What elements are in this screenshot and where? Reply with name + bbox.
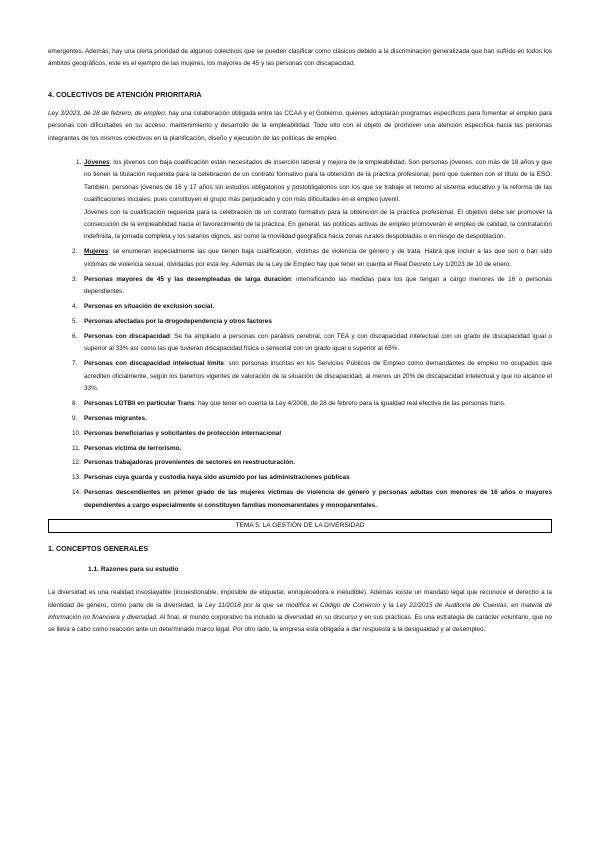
law-reference: Ley 11/2018 por la que se modifica el Código de Comercio: [205, 601, 381, 609]
section-heading: 1. CONCEPTOS GENERALES: [48, 544, 149, 554]
list-item: [48, 443, 552, 455]
list-item: [48, 301, 552, 313]
item-number: 4.: [72, 303, 78, 310]
item-title: Personas víctima de terrorismo.: [84, 444, 182, 452]
list-item: [48, 358, 552, 395]
item-title: Jóvenes: [84, 159, 110, 167]
item-number: 1.: [76, 159, 82, 167]
list-item: [48, 413, 552, 425]
item-text: : los jóvenes con baja cualificación están necesitados de inserción laboral y mejora de la empleabilidad. Son personas jóvenes, con más de 18 años y que no tienen la titulación requerida para la celebración de un contrato formativo para la obtención de la práctica profesional, pero que cuenten con el título de la ESO. También, personas jóvenes de 16 y 17 años sin estudios obligatorios y postobligatorios con los que se trabaje el retorno al sistema educativo y la reforma de las cualificaciones iniciales, pues constituyen el grupo más perjudicado y con más dificultades en el empleo juvenil.: [84, 159, 552, 204]
item-title: Personas cuya guarda y custodia haya sido asumido por las administraciones públicas: [84, 474, 350, 482]
item-text: : se enumeran especialmente las que tienen baja cualificación, víctimas de violencia de género y de trata. Habrá que incluir a las que son o han sido víctimas de violencia sexual, olvidadas por esta ley. Además de la Ley de Empleo hay que tener en cuenta el Real Decreto Ley 1/2023 de 10 de enero.: [84, 248, 552, 268]
list-item: [48, 246, 552, 271]
item-text: : son personas inscritas en los Servicios Públicos de Empleo como demandantes de empleo no ocupados que acrediten oficialmente, según los baremos vigentes de valoración de la situación de discapacidad, al menos un 20% de discapacidad intelectual y que no alcance el 33%.: [84, 360, 552, 392]
tema-title-box: TEMA 5: LA GESTIÓN DE LA DIVERSIDAD: [48, 519, 552, 533]
item-title: Personas beneficiarias y solicitantes de protección internacional: [84, 429, 282, 437]
item-text: : hay que tener en cuenta la Ley 4/2008, de 28 de febrero para la igualdad real efectiva de las personas trans.: [194, 399, 506, 407]
item-text: : Se ha ampliado a personas con parálisis cerebral, con TEA y con discapacidad intelectual con un grado de discapacidad igual o superior al 33% así como las que tuvieran discapacidad física o sensorial con un grado igual o superior al 65%.: [84, 332, 552, 353]
item-title: Personas con discapacidad: [84, 332, 170, 340]
item-number: 6.: [72, 332, 78, 340]
list-item: [48, 457, 552, 469]
item-number: 11.: [72, 444, 81, 452]
item-number: 2.: [72, 248, 78, 256]
page-content: [48, 46, 552, 637]
section-heading: 4. COLECTIVOS DE ATENCIÓN PRIORITARIA: [48, 89, 202, 99]
item-number: 3.: [72, 275, 78, 283]
item-title: Personas en situación de exclusión social.: [84, 303, 214, 310]
item-number: 10.: [72, 429, 81, 437]
subsection-heading: 1.1. Razones para su estudio: [88, 566, 179, 574]
intro-paragraph: emergentes. Además, hay una cierta prioridad de algunos colectivos que se pueden clasificar como clásicos debido a la discriminación generalizada que han sufrido en todos los ámbitos geográficos, este es el ejemplo de las mujeres, los mayores de 45 y las personas con discapacidad.: [48, 48, 552, 68]
law-title: Ley 3/2023, de 28 de febrero, de empleo: [48, 109, 165, 117]
list-item: [48, 331, 552, 356]
list-item: [48, 274, 552, 299]
list-item: [48, 472, 552, 484]
law-text: : hay una colaboración obligada entre las CCAA y el Gobierno, quienes adoptarán programas específicos para fomentar el empleo para personas con dificultades en su acceso, mantenimiento y desarrollo de la empleabilidad. Todo ello con el objeto de promover una atención específica hacia las personas integrantes de los mismos colectivos en la planificación, diseño y ejecución de las políticas de empleo.: [48, 109, 552, 142]
item-title: Personas afectadas por la drogodependencia y otros factores: [84, 317, 272, 325]
item-title: Personas LGTBIi en particular Trans: [84, 399, 195, 407]
list-item: [48, 428, 552, 440]
item-extra-text: Jóvenes con la cualificación requerida para la celebración de un contrato formativo para la obtención de la práctica profesional. El objetivo debe ser promover la consecución de la empleabilidad hacia el favorecimiento de la práctica. En general, las políticas activas de empleo promoverán el empleo de calidad, la contratación indefinida, la jornada completa y los salarios dignos, así como la movilidad geográfica hacia zonas rurales despobladas o en riesgo de despoblación.: [84, 208, 552, 241]
paragraph-text: . Al final, el mundo corporativo ha incluido la diversidad en su discurso y en sus prácticas. Es una estrategia de carácter voluntario, que no se lleva a cabo como reacción ante un determinado marco legal. Por otro lado, la empresa está obligada a dar respuesta a la desigualdad y al desempleo.: [48, 613, 552, 634]
list-item: [48, 157, 552, 244]
diversity-paragraph: [48, 587, 552, 637]
item-title: Personas descendientes en primer grado de las mujeres víctimas de violencia de género y personas adultas con menores de 16 años o mayores dependientes a cargo especialmente si constituyen familias monomarentales y monoparentales.: [84, 489, 552, 509]
item-number: 5.: [72, 317, 78, 325]
item-number: 8.: [72, 399, 78, 407]
item-title: Personas migrantes.: [84, 414, 147, 422]
item-text: : intensificando las medidas para los que tengan a cargo menores de 16 o personas dependientes.: [84, 275, 552, 296]
item-number: 9.: [72, 414, 78, 422]
item-title: Personas con discapacidad intelectual límite: [84, 360, 224, 368]
list-item: [48, 398, 552, 410]
paragraph-text: y la: [380, 601, 397, 609]
item-number: 14.: [72, 489, 81, 497]
paragraph-text: La diversidad es una realidad insoslayable (incuestionable, imposible de etiquetar, enriquecedora e ineludible). Además existe un mandato legal que reconoce el derecho a la identidad de género, como parte de la diversidad, la: [48, 589, 552, 609]
item-number: 13.: [72, 474, 81, 482]
law-reference: Ley 22/2015 de Auditoría de Cuentas, en materia de información no financiera y diversidad: [48, 601, 553, 621]
list-item: [48, 316, 552, 328]
list-item: [48, 487, 552, 512]
item-title: Mujeres: [84, 248, 109, 256]
item-number: 12.: [72, 459, 81, 467]
priority-groups-list: [48, 157, 552, 512]
law-paragraph: [48, 108, 552, 145]
item-number: 7.: [72, 360, 78, 368]
item-title: Personas trabajadoras provenientes de sectores en reestructuración.: [84, 459, 295, 467]
item-title: Personas mayores de 45 y las desempleadas de larga duración: [84, 275, 291, 283]
